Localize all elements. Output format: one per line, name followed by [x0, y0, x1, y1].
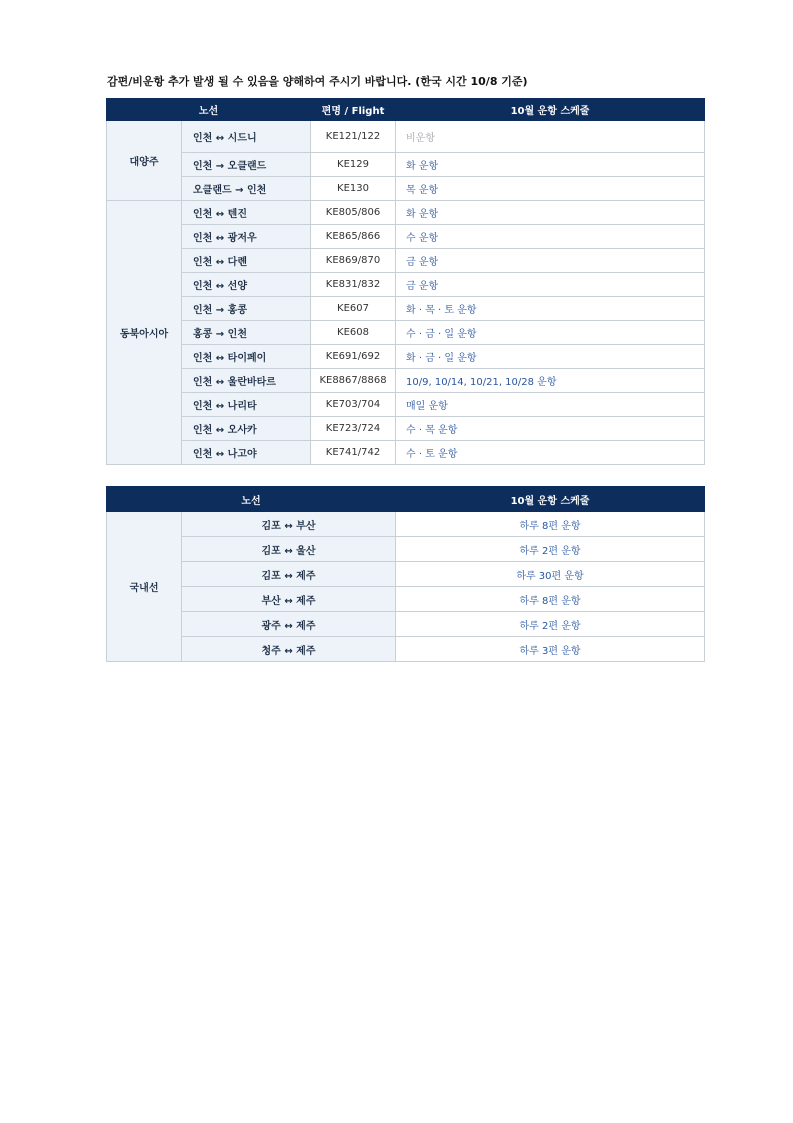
flight-cell: KE130 [311, 177, 396, 201]
flight-cell: KE869/870 [311, 249, 396, 273]
region-northeast-asia: 동북아시아 [107, 201, 182, 465]
schedule-cell: 화 운항 [396, 201, 705, 225]
schedule-cell: 화 · 금 · 일 운항 [396, 345, 705, 369]
route-cell: 부산 ↔ 제주 [182, 587, 396, 612]
route-cell: 홍콩 → 인천 [182, 321, 311, 345]
flight-cell: KE129 [311, 153, 396, 177]
schedule-cell: 하루 8편 운항 [396, 512, 705, 537]
header-schedule: 10월 운항 스케줄 [396, 487, 705, 512]
schedule-cell: 매일 운항 [396, 393, 705, 417]
route-cell: 광주 ↔ 제주 [182, 612, 396, 637]
table-row [107, 587, 705, 612]
flight-cell: KE691/692 [311, 345, 396, 369]
flight-cell: KE805/806 [311, 201, 396, 225]
flight-cell: KE703/704 [311, 393, 396, 417]
domestic-schedule-table [106, 486, 705, 662]
region-domestic: 국내선 [107, 512, 182, 662]
international-schedule-table [106, 98, 705, 465]
table-row [107, 537, 705, 562]
route-cell: 인천 → 오클랜드 [182, 153, 311, 177]
header-schedule: 10월 운항 스케줄 [396, 99, 705, 121]
route-cell: 인천 ↔ 울란바타르 [182, 369, 311, 393]
table-row [107, 637, 705, 662]
route-cell: 김포 ↔ 부산 [182, 512, 396, 537]
route-cell: 김포 ↔ 울산 [182, 537, 396, 562]
flight-cell: KE723/724 [311, 417, 396, 441]
schedule-cell: 하루 2편 운항 [396, 537, 705, 562]
schedule-cell: 금 운항 [396, 249, 705, 273]
table-header-row [107, 487, 705, 512]
route-cell: 인천 ↔ 텐진 [182, 201, 311, 225]
route-cell: 인천 ↔ 나고야 [182, 441, 311, 465]
table-row [107, 417, 705, 441]
route-cell: 인천 ↔ 타이페이 [182, 345, 311, 369]
table-row [107, 441, 705, 465]
schedule-cell: 비운항 [396, 121, 705, 153]
flight-cell: KE8867/8868 [311, 369, 396, 393]
table-row [107, 297, 705, 321]
header-route: 노선 [107, 487, 396, 512]
route-cell: 인천 ↔ 선양 [182, 273, 311, 297]
table-row [107, 121, 705, 153]
table-row [107, 177, 705, 201]
schedule-cell: 수 운항 [396, 225, 705, 249]
table-row [107, 273, 705, 297]
table-row [107, 249, 705, 273]
table-row [107, 369, 705, 393]
notice-text: 감편/비운항 추가 발생 될 수 있음을 양해하여 주시기 바랍니다. (한국 시간 10/8 기준) [107, 75, 528, 88]
route-cell: 인천 → 홍콩 [182, 297, 311, 321]
schedule-cell: 하루 8편 운항 [396, 587, 705, 612]
flight-cell: KE865/866 [311, 225, 396, 249]
schedule-cell: 수 · 목 운항 [396, 417, 705, 441]
flight-cell: KE608 [311, 321, 396, 345]
schedule-cell: 하루 3편 운항 [396, 637, 705, 662]
route-cell: 인천 ↔ 시드니 [182, 121, 311, 153]
route-cell: 오클랜드 → 인천 [182, 177, 311, 201]
schedule-cell: 하루 30편 운항 [396, 562, 705, 587]
table-row [107, 225, 705, 249]
schedule-cell: 수 · 금 · 일 운항 [396, 321, 705, 345]
table-header-row [107, 99, 705, 121]
flight-cell: KE741/742 [311, 441, 396, 465]
region-oceania: 대양주 [107, 121, 182, 201]
table-row [107, 321, 705, 345]
schedule-cell: 화 운항 [396, 153, 705, 177]
schedule-cell: 금 운항 [396, 273, 705, 297]
table-row [107, 612, 705, 637]
schedule-cell: 하루 2편 운항 [396, 612, 705, 637]
route-cell: 청주 ↔ 제주 [182, 637, 396, 662]
schedule-cell: 10/9, 10/14, 10/21, 10/28 운항 [396, 369, 705, 393]
table-row [107, 345, 705, 369]
route-cell: 인천 ↔ 나리타 [182, 393, 311, 417]
table-row [107, 153, 705, 177]
route-cell: 인천 ↔ 광저우 [182, 225, 311, 249]
schedule-cell: 수 · 토 운항 [396, 441, 705, 465]
header-flight: 편명 / Flight [311, 99, 396, 121]
schedule-cell: 목 운항 [396, 177, 705, 201]
table-row [107, 562, 705, 587]
schedule-cell: 화 · 목 · 토 운항 [396, 297, 705, 321]
table-row [107, 201, 705, 225]
flight-cell: KE607 [311, 297, 396, 321]
table-row [107, 393, 705, 417]
route-cell: 김포 ↔ 제주 [182, 562, 396, 587]
route-cell: 인천 ↔ 오사카 [182, 417, 311, 441]
header-route: 노선 [107, 99, 311, 121]
flight-cell: KE831/832 [311, 273, 396, 297]
route-cell: 인천 ↔ 다롄 [182, 249, 311, 273]
table-row [107, 512, 705, 537]
flight-cell: KE121/122 [311, 121, 396, 153]
